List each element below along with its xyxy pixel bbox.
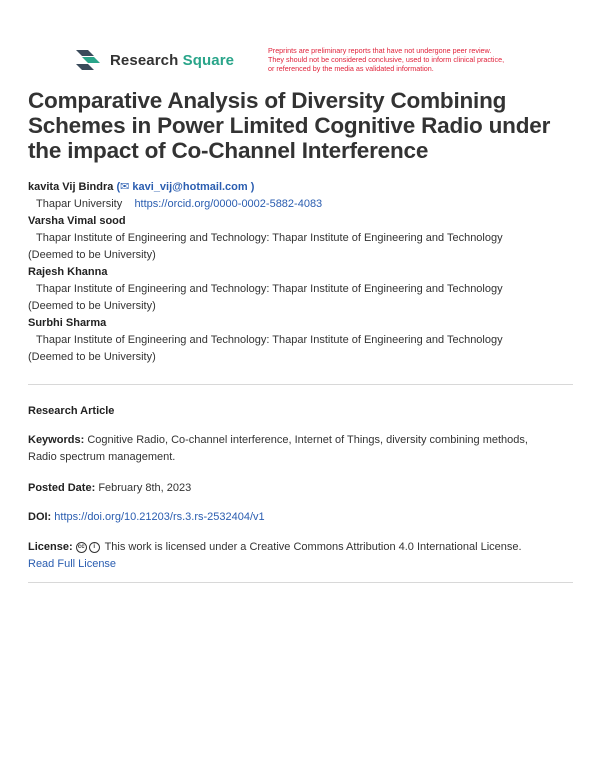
brand-name: Research Square (110, 51, 235, 69)
license (28, 539, 578, 573)
keywords-label: Keywords: (28, 434, 85, 446)
author-name: Varsha Vimal sood (28, 215, 126, 227)
author-affiliation: Thapar University https://orcid.org/0000-0002-5882-4083 (36, 198, 323, 210)
divider (28, 384, 573, 385)
creative-commons-icon: cc (76, 542, 87, 553)
doi (28, 509, 578, 526)
author-affiliation-cont: (Deemed to be University) (28, 351, 156, 363)
author-name: Rajesh Khanna (28, 266, 108, 278)
email-icon: ✉ (120, 181, 130, 193)
posted-date-value: February 8th, 2023 (98, 482, 192, 494)
author-name: kavita Vij Bindra (28, 181, 114, 193)
author-email-link[interactable]: kavi_vij@hotmail.com (132, 181, 248, 193)
orcid-link[interactable]: https://orcid.org/0000-0002-5882-4083 (134, 198, 323, 210)
author-entry: kavita Vij Bindra (✉ kavi_vij@hotmail.com ) (28, 181, 255, 193)
author-affiliation-cont: (Deemed to be University) (28, 300, 156, 312)
article-type: Research Article (28, 405, 115, 417)
attribution-icon: i (89, 542, 100, 553)
preprint-disclaimer (268, 46, 568, 73)
license-text: This work is licensed under a Creative Commons Attribution 4.0 International License. (104, 541, 522, 553)
author-affiliation: Thapar Institute of Engineering and Technology: Thapar Institute of Engineering and Technology (36, 334, 503, 346)
posted-date-label: Posted Date: (28, 482, 96, 494)
divider (28, 582, 573, 583)
keywords (28, 432, 578, 466)
doi-link[interactable]: https://doi.org/10.21203/rs.3.rs-2532404/v1 (54, 511, 265, 523)
read-full-license-link[interactable]: Read Full License (28, 558, 117, 570)
keywords-value: Cognitive Radio, Co-channel interference, Internet of Things, diversity combining methods, (87, 434, 528, 446)
author-name: Surbhi Sharma (28, 317, 107, 329)
author-affiliation: Thapar Institute of Engineering and Technology: Thapar Institute of Engineering and Technology (36, 283, 503, 295)
research-square-mark-icon (74, 48, 102, 72)
paper-title: Comparative Analysis of Diversity Combining Schemes in Power Limited Cognitive Radio under the impact of Co-Channel Interference (28, 88, 551, 163)
author-affiliation-cont: (Deemed to be University) (28, 249, 156, 261)
license-label: License: (28, 541, 73, 553)
keywords-value-cont: Radio spectrum management. (28, 451, 176, 463)
author-list (28, 179, 578, 366)
posted-date (28, 480, 578, 497)
disclaimer-line: Preprints are preliminary reports that have not undergone peer review. (268, 46, 492, 55)
disclaimer-line: They should not be considered conclusive, used to inform clinical practice, (268, 55, 505, 64)
author-affiliation: Thapar Institute of Engineering and Technology: Thapar Institute of Engineering and Technology (36, 232, 503, 244)
research-square-logo[interactable] (74, 48, 234, 72)
disclaimer-line: or referenced by the media as validated information. (268, 64, 434, 73)
doi-label: DOI: (28, 511, 52, 523)
